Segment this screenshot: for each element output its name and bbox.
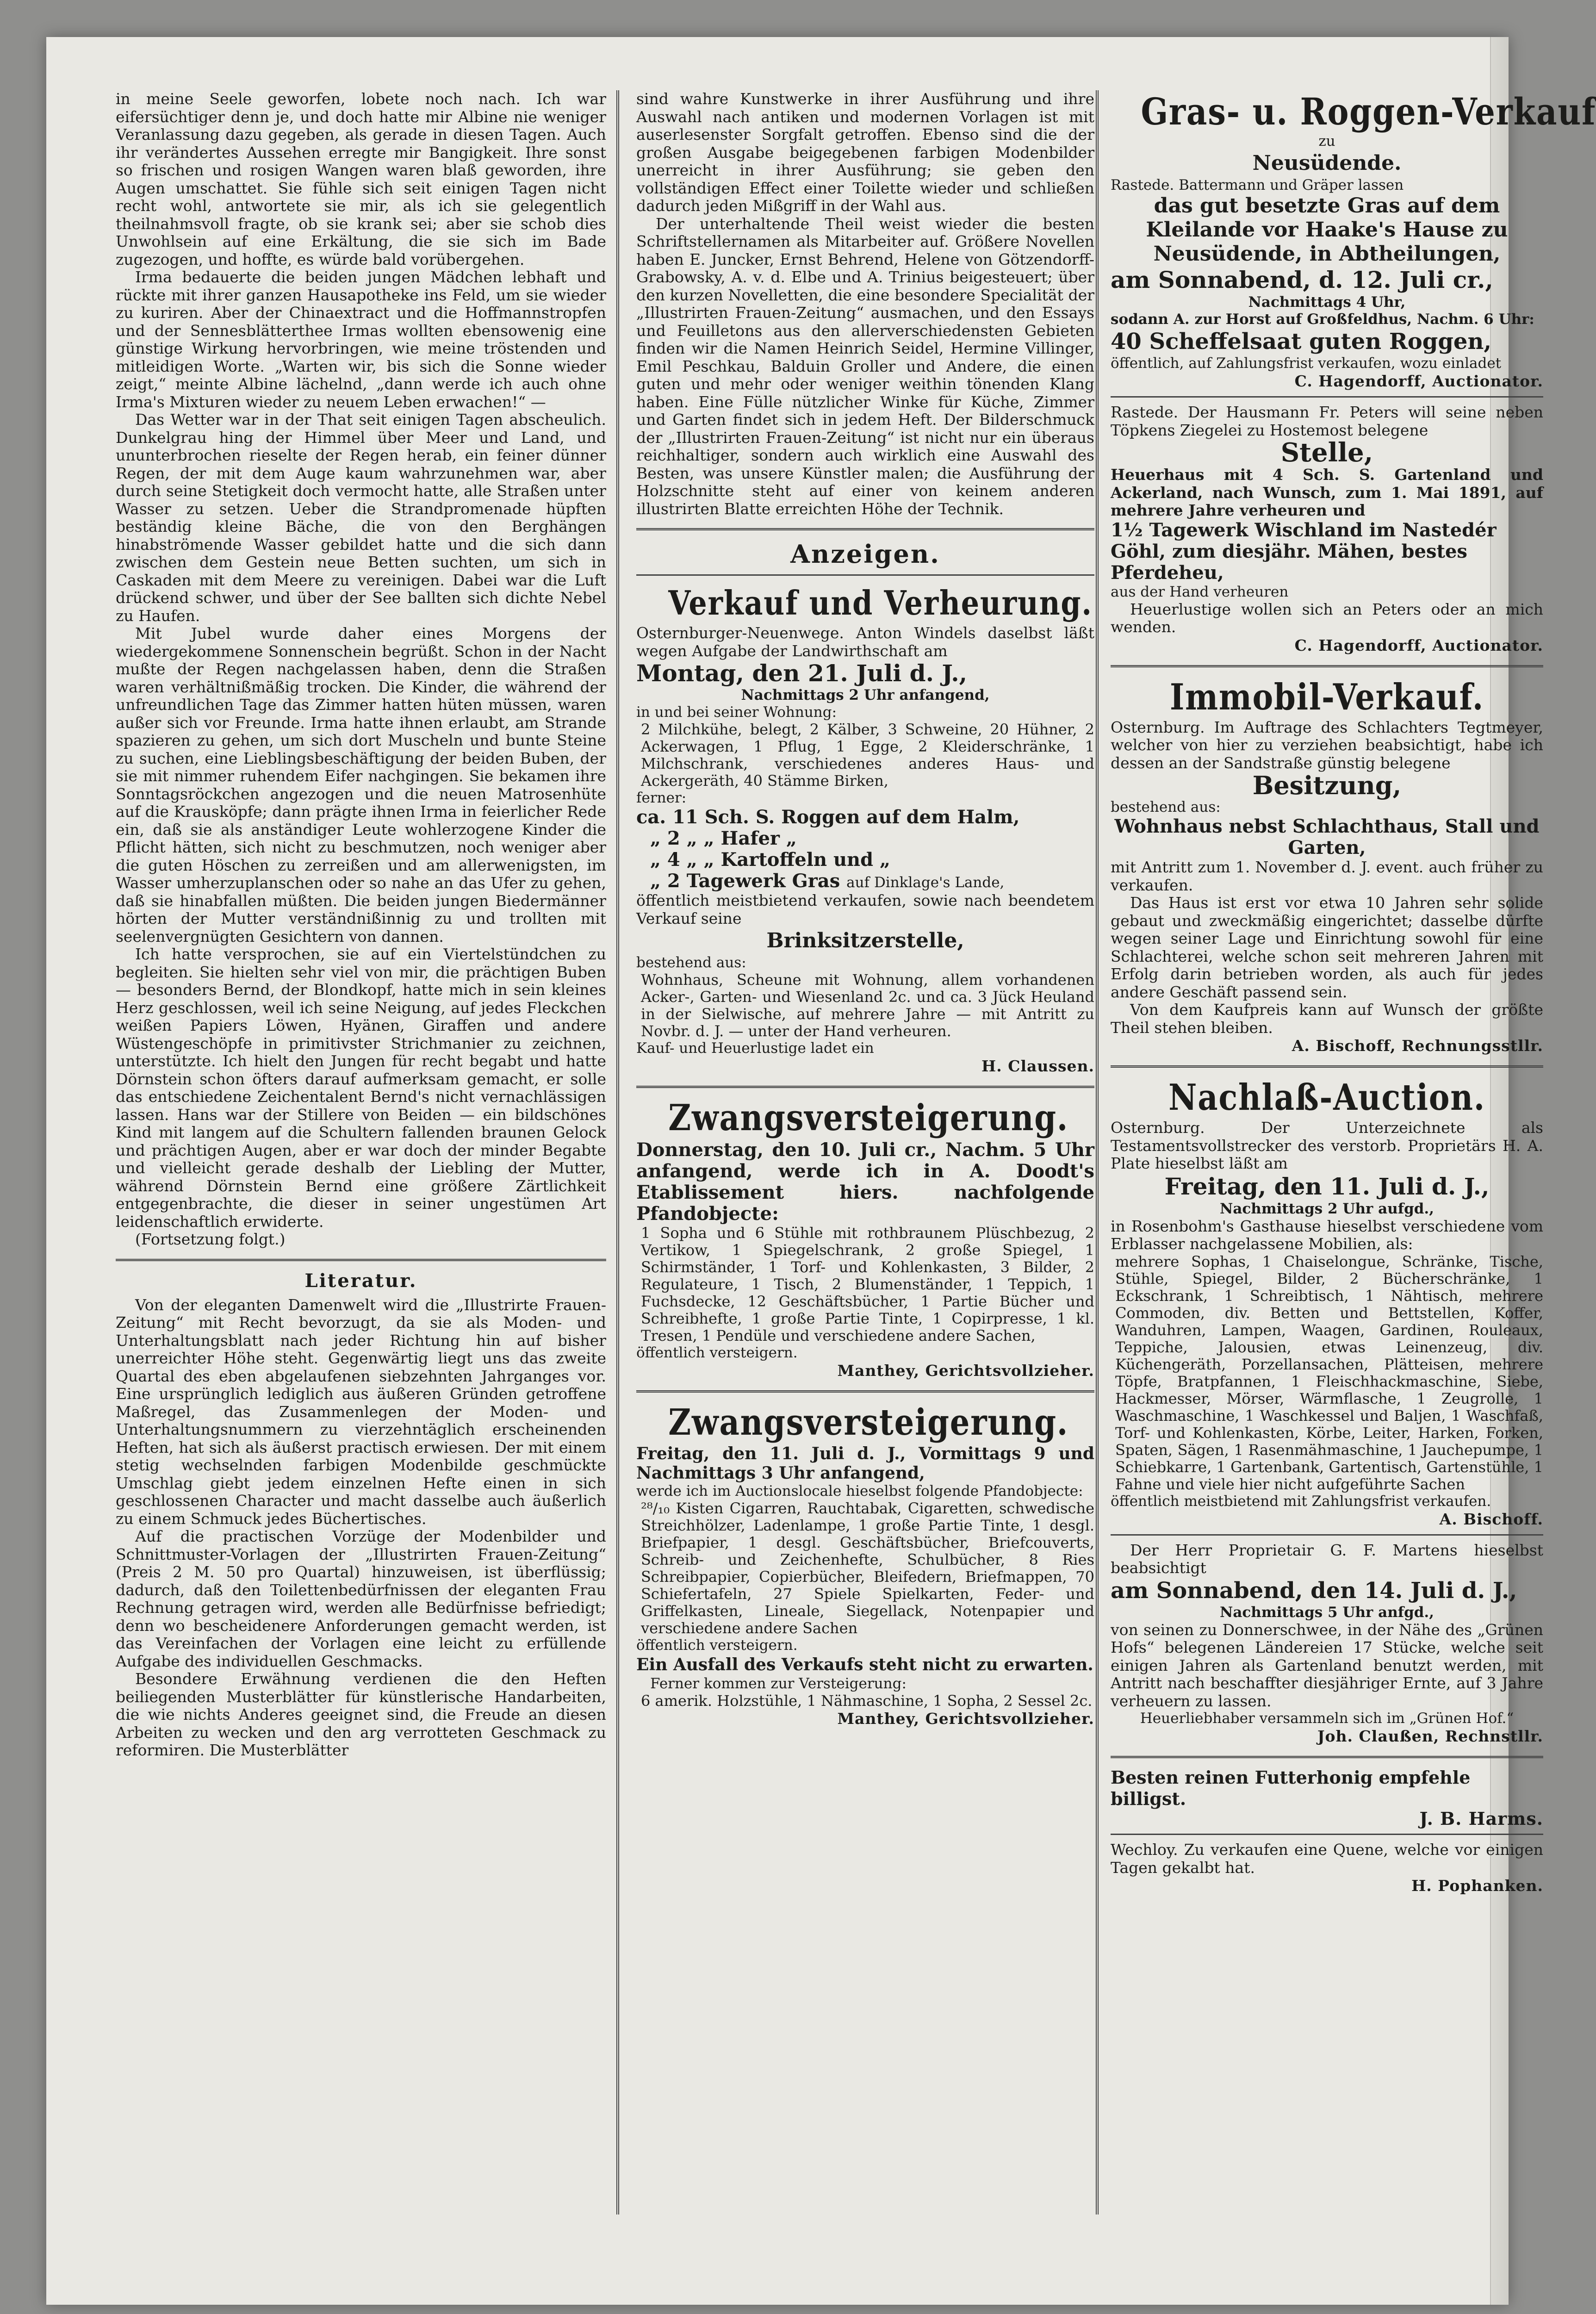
ad-intro: Rastede. Battermann und Gräper lassen — [1111, 177, 1404, 193]
ad-where: in Rosenbohm's Gasthause hieselbst verschiedene vom Erblasser nachgelassene Mobilien, als: — [1111, 1217, 1543, 1253]
ad-signature: C. Hagendorff, Auctionator. — [1294, 372, 1543, 390]
ad-divider — [1111, 665, 1543, 670]
ad-divider — [636, 1086, 1094, 1090]
ad-subtitle: Brinksitzerstelle, — [766, 929, 964, 952]
ad-signature: A. Bischoff. — [1439, 1510, 1543, 1528]
continued-note: (Fortsetzung folgt.) — [135, 1230, 286, 1248]
ad-crop: „ 2 Tagewerk Gras — [650, 870, 840, 892]
ad-signature: Manthey, Gerichtsvollzieher. — [837, 1710, 1094, 1728]
ad-close: öffentlich versteigern. — [636, 1637, 798, 1654]
ad-divider — [1111, 1065, 1543, 1070]
ad-more-items: 6 amerik. Holzstühle, 1 Nähmaschine, 1 Sopha, 2 Sessel 2c. — [641, 1692, 1093, 1710]
ad-signature: H. Claussen. — [981, 1057, 1094, 1075]
ad-title: Gras- u. Roggen-Verkauf — [1141, 90, 1596, 133]
ad-divider — [1111, 1834, 1543, 1835]
ad-details: Heuerhaus mit 4 Sch. S. Gartenland und Ackerland, nach Wunsch, zum 1. Mai 1891, auf mehrere Jahre verheuren und — [1111, 466, 1543, 519]
ad-invite: Kauf- und Heuerlustige ladet ein — [636, 1040, 874, 1057]
ad-title: Nachlaß-Auction. — [1168, 1076, 1485, 1119]
ad-date: Freitag, den 11. Juli d. J., — [1164, 1172, 1490, 1200]
ad-then: sodann A. zur Horst auf Großfeldhus, Nachm. 6 Uhr: — [1111, 311, 1534, 328]
ad-bestehend: bestehend aus: — [636, 954, 746, 971]
ad-wechloy — [1111, 1841, 1543, 1895]
ad-sale: öffentlich meistbietend verkaufen, sowie nach beendetem Verkauf seine — [636, 891, 1094, 927]
ad-bold: 1½ Tagewerk Wischland im Nastedér Göhl, zum diesjähr. Mähen, bestes Pferdeheu, — [1111, 519, 1497, 584]
ad-crop-location: auf Dinklage's Lande, — [846, 874, 1005, 891]
ad-where: in und bei seiner Wohnung: — [636, 704, 837, 721]
ad-bold: das gut besetzte Gras auf dem Kleilande vor Haake's Hause zu Neusüdende, in Abtheilungen, — [1146, 194, 1508, 266]
column-1 — [116, 90, 606, 2256]
ad-title: Zwangsversteigerung. — [668, 1097, 1068, 1139]
ad-hand: aus der Hand verheuren — [1111, 583, 1289, 600]
ad-divider — [1111, 1756, 1543, 1760]
ad-items: 1 Sopha und 6 Stühle mit rothbraunem Plüschbezug, 2 Vertikow, 1 Spiegelschrank, 2 große Spiegel, 1 Schirmständer, 1 Torf- und Kohlenkasten, 3 Bilder, 2 Regulateure, 1 Tisch, 2 Blumenständer, 1 Teppich, 1 Fuchsdecke, 12 Geschäftsbücher, 1 Partie Bücher und Schreibhefte, 1 große Partie Tinte, 1 Copirpresse, 1 kl. Tresen, 1 Pendüle und verschiedene andere Sachen, — [641, 1224, 1094, 1344]
literatur-paragraph: Auf die practischen Vorzüge der Modenbilder und Schnittmuster-Vorlagen der „Illustrirten Frauen-Zeitung“ (Preis 2 M. 50 pro Quartal) hinzuweisen, ist überflüssig; dadurch, daß den Toilettenbedürfnissen der eleganten Frau Rechnung getragen wird, werden alle Bedürfnisse befriedigt; denn wo bescheidenere Anforderungen gemacht werden, ist das Vereinfachen der Vorlagen eine leicht zu erfüllende Aufgabe des individuellen Geschmacks. — [116, 1527, 606, 1670]
ad-intro: Osternburger-Neuenwege. Anton Windels daselbst läßt wegen Aufgabe der Landwirthschaft am — [636, 624, 1094, 660]
section-divider — [636, 528, 1094, 533]
column-divider — [1096, 90, 1099, 2214]
literatur-paragraph: Besondere Erwähnung verdienen die den Heften beiliegenden Musterblätter für künstlerische Handarbeiten, die wie nichts Anderes geeignet sind, die Freude an diesen Arbeiten zu wecken und den arg verrotteten Geschmack zu reformiren. Die Musterblätter — [116, 1670, 606, 1759]
ad-signature: A. Bischoff, Rechnungsstllr. — [1292, 1037, 1543, 1055]
ad-divider — [636, 574, 1094, 576]
ad-title: Immobil-Verkauf. — [1170, 676, 1484, 718]
literatur-paragraph: sind wahre Kunstwerke in ihrer Ausführung und ihre Auswahl nach antiken und modernen Vorlagen ist mit auserlesenster Sorgfalt getroffen. Ebenso sind die der großen Ausgabe beigegebenen farbigen Modenbilder unerreicht in ihrer Ausführung; sie geben den vollständigen Effect einer Toilette wieder und schließen dadurch jeden Mißgriff in der Wahl aus. — [636, 90, 1094, 215]
ad-head: Freitag, den 11. Juli d. J., Vormittags 9 und Nachmittags 3 Uhr anfangend, — [636, 1444, 1094, 1483]
story-paragraph: Ich hatte versprochen, sie auf ein Viertelstündchen zu begleiten. Sie hielten sehr viel von mir, die prächtigen Buben — besonders Bernd, der Blondkopf, hatte mich in sein kleines Herz geschlossen, weil ich seine Neigung, auf jedes Fleckchen weißen Papiers Löwen, Hyänen, Giraffen und andere Wüstengeschöpfe in primitivster Strichmanier zu zeichnen, unterstützte. Ich hielt den Jungen für recht begabt und hatte Dörnstein schon öfters darauf aufmerksam gemacht, er solle das entschiedene Zeichentalent Bernd's nicht vernachlässigen lassen. Hans war der Stillere von Beiden — ein bildschönes Kind mit langem auf die Schultern fallenden braunen Gelock und prächtigen Augen, aber er war doch der minder Begabte und vielleicht gerade deshalb der Liebling der Mutter, während Dörnstein Bernd eine größere Zärtlichkeit entgegenbrachte, die dieser in seiner ungestümen Art leidenschaftlich erwiderte. — [116, 945, 606, 1231]
ad-place: Neusüdende. — [1252, 151, 1402, 175]
ad-ferner: ferner: — [636, 790, 687, 806]
ad-divider — [1111, 396, 1543, 398]
ad-nachlass-auction — [1111, 1076, 1543, 1529]
ad-close: Heuerlustige wollen sich an Peters oder an mich wenden. — [1111, 600, 1543, 636]
ad-zu: zu — [1318, 133, 1335, 149]
ad-signature: H. Pophanken. — [1411, 1877, 1543, 1895]
ad-bold: 40 Scheffelsaat guten Roggen, — [1111, 329, 1492, 355]
ad-items: mehrere Sophas, 1 Chaiselongue, Schränke, Tische, Stühle, Spiegel, Bilder, 2 Bücherschränke, 1 Eckschrank, 1 Schreibtisch, 1 Nähtisch, mehrere Commoden, div. Betten und Bettstellen, Koffer, Wanduhren, Lampen, Waagen, Gardinen, Rouleaux, Teppiche, Jalousien, etwas Leinenzeug, div. Küchengeräth, Porzellansachen, Plätteisen, mehrere Töpfe, Bratpfannen, 1 Fleischhackmaschine, Siebe, Hackmesser, Mörser, Wärmflasche, 1 Zeugrolle, 1 Waschmaschine, 1 Waschkessel und Baljen, 1 Waschfaß, Torf- und Kohlenkasten, Körbe, Leiter, Harken, Forken, Spaten, Sägen, 1 Rasenmähmaschine, 1 Jauchepumpe, 1 Schiebkarre, 1 Gartenbank, Gartentisch, Gartenstühle, 1 Fahne und viele hier nicht aufgeführte Sachen — [1115, 1252, 1543, 1493]
ad-crop: ca. 11 Sch. S. Roggen auf dem Halm, — [636, 806, 1020, 828]
ad-intro: werde ich im Auctionslocale hieselbst folgende Pfandobjecte: — [636, 1483, 1083, 1499]
section-divider — [116, 1259, 606, 1263]
ad-intro: Osternburg. Der Unterzeichnete als Testamentsvollstrecker des verstorb. Proprietärs H. A. Plate hieselbst läßt am — [1111, 1119, 1543, 1172]
ad-divider — [636, 1390, 1094, 1395]
ad-time: Nachmittags 5 Uhr anfgd., — [1219, 1604, 1435, 1621]
newspaper-page — [46, 37, 1596, 2305]
ad-title: Stelle, — [1280, 437, 1373, 468]
ad-text: mit Antritt zum 1. November d. J. event. auch früher zu verkaufen. — [1111, 858, 1543, 894]
ad-text: Wechloy. Zu verkaufen eine Quene, welche vor einigen Tagen gekalbt hat. — [1111, 1841, 1543, 1877]
ad-intro: Osternburg. Im Auftrage des Schlachters Tegtmeyer, welcher von hier zu verziehen beabsichtigt, habe ich dessen an der Sandstraße günstig belegene — [1111, 718, 1543, 772]
ad-crop: „ 2 „ „ Hafer „ — [650, 827, 797, 849]
ad-gras-roggen — [1111, 90, 1596, 391]
ad-time: Nachmittags 2 Uhr anfangend, — [741, 687, 990, 703]
ad-items: 2 Milchkühe, belegt, 2 Kälber, 3 Schweine, 20 Hühner, 2 Ackerwagen, 1 Pflug, 1 Egge, 2 Kleiderschränke, 1 Milchschrank, verschiedenes anderes Haus- und Ackergeräth, 40 Stämme Birken, — [641, 721, 1094, 790]
ad-date: am Sonnabend, den 14. Juli d. J., — [1111, 1577, 1517, 1604]
ad-text: von seinen zu Donnerschwee, in der Nähe des „Grünen Hofs“ belegenen Ländereien 17 Stücke, welche seit einigen Jahren als Gartenland benutzt werden, mit Antritt nach beschaffter diesjähriger Ernte, auf 3 Jahre verheuern zu lassen. — [1111, 1620, 1543, 1710]
ad-divider — [1111, 1534, 1543, 1536]
ad-close: öffentlich, auf Zahlungsfrist verkaufen, wozu einladet — [1111, 355, 1502, 372]
column-3 — [1111, 90, 1596, 2275]
ad-intro: Der Herr Proprietair G. F. Martens hieselbst beabsichtigt — [1111, 1541, 1543, 1577]
column-divider — [616, 90, 619, 2214]
ad-stelle — [1111, 404, 1543, 655]
ad-signature: C. Hagendorff, Auctionator. — [1294, 636, 1543, 654]
ad-time: Nachmittags 2 Uhr aufgd., — [1219, 1200, 1435, 1217]
ad-text: Von dem Kaufpreis kann auf Wunsch der größte Theil stehen bleiben. — [1111, 1001, 1543, 1037]
ad-notice: Ein Ausfall des Verkaufs steht nicht zu erwarten. — [636, 1655, 1093, 1674]
ad-immobil-verkauf — [1111, 676, 1543, 1056]
ad-date: Montag, den 21. Juli d. J., — [636, 659, 968, 687]
story-paragraph: Mit Jubel wurde daher eines Morgens der wiedergekommene Sonnenschein begrüßt. Schon in der Nacht mußte der Regen nachgelassen haben, denn die Straßen waren verhältnißmäßig trocken. Die Kinder, die während der unfreundlichen Tage das Zimmer hatten hüten müssen, waren außer sich vor Freunde. Irma hatte ihnen erlaubt, am Strande spazieren zu gehen, um sich dort Muscheln und bunte Steine zu suchen, eine Lieblingsbeschäftigung der beiden Buben, der sie mit nimmer ruhendem Eifer nachgingen. Sie bekamen ihre Sonntagsröckchen angezogen und die neuen Matrosenhüte auf die Krausköpfe; dann prägte ihnen Irma in feierlicher Rede ein, daß sie als anständiger Leute wohlerzogene Kinder die Pflicht hätten, sich nicht zu beschmutzen, noch weniger aber die guten Höschen zu zerreißen und am allerwenigsten, im Wasser umherzuplanschen oder so nahe an das Ufer zu gehen, daß sie hinabfallen müßten. Die beiden jungen Biedermänner hörten der Mutter verständnißinnig zu und trollten mit seelenvergnügten Gesichtern von dannen. — [116, 624, 606, 946]
column-2 — [636, 90, 1094, 2256]
ad-subtitle: Besitzung, — [1252, 771, 1402, 800]
ad-close: öffentlich meistbietend mit Zahlungsfrist verkaufen. — [1111, 1493, 1491, 1510]
ad-verkauf-verheurung — [636, 582, 1094, 1076]
ad-text: Besten reinen Futterhonig empfehle billigst. — [1111, 1767, 1471, 1809]
ad-zwangsversteigerung-1 — [636, 1097, 1094, 1380]
ad-title: Zwangsversteigerung. — [668, 1401, 1068, 1443]
ad-signature: Manthey, Gerichtsvollzieher. — [837, 1362, 1094, 1380]
ad-text: Das Haus ist erst vor etwa 10 Jahren sehr solide gebaut und zweckmäßig eingerichtet; dasselbe dürfte wegen seiner Lage und Einrichtung sowohl für eine Schlachterei, welche schon seit mehreren Jahren mit Erfolg darin betrieben worden, als auch für jedes andere Geschäft passend sein. — [1111, 894, 1543, 1001]
literatur-paragraph: Von der eleganten Damenwelt wird die „Illustrirte Frauen-Zeitung“ mit Recht bevorzugt, da sie als Moden- und Unterhaltungsblatt nach jeder Richtung hin auf bisher unerreichter Höhe steht. Gegenwärtig liegt uns das zweite Quartal des eben abgelaufenen siebzehnten Jahrganges vor. Eine ursprünglich lediglich aus äußeren Gründen getroffene Maßregel, das Zusammenlegen der Moden- und Unterhaltungsnummern zu vierzehntäglich erscheinenden Heften, hat sich als äußerst practisch erwiesen. Der mit einem stetig wechselnden farbigen Modenbilde geschmückte Umschlag giebt jedem einzelnen Hefte einen in sich geschlossenen Character und macht dasselbe auch äußerlich zu einem Schmuck jedes Büchertisches. — [116, 1295, 606, 1528]
ad-time: Nachmittags 4 Uhr, — [1248, 294, 1406, 311]
story-paragraph: Irma bedauerte die beiden jungen Mädchen lebhaft und rückte mit ihrer ganzen Hausapotheke ins Feld, um sie wieder zu kuriren. Aber der Chinaextract und die Hoffmannstropfen und der Sennesblätterthee Irmas wollten ebensowenig eine günstige Wirkung hervorbringen, wie meine tröstenden und mitleidigen Worte. „Warten wir, bis sich die Sonne wieder zeigt,“ meinte Albine lächelnd, „dann werde ich auch ohne Irma's Mixturen wieder zu neuem Leben erwachen!“ — — [116, 268, 606, 411]
story-paragraph: in meine Seele geworfen, lobete noch nach. Ich war eifersüchtiger denn je, und doch hatte mir Albine nie weniger Veranlassung dazu gegeben, als gerade in diesen Tagen. Auch ihr verändertes Aussehen erregte mir Bangigkeit. Ihre sonst so frischen und rosigen Wangen waren blaß geworden, ihre Augen umschattet. Sie fühle sich seit einigen Tagen nicht recht wohl, antwortete sie mir, als ich sie gelegentlich theilnahmsvoll fragte, ob sie krank sei; aber sie schob dies Unwohlsein auf eine Erkältung, die sie sich im Bade zugezogen, und hoffte, es würde bald vorübergehen. — [116, 90, 606, 268]
story-paragraph: Das Wetter war in der That seit einigen Tagen abscheulich. Dunkelgrau hing der Himmel über Meer und Land, und ununterbrochen rieselte der Regen herab, ein feiner dünner Regen, der mit dem Auge kaum wahrzunehmen war, aber durch seine Stetigkeit doch vermocht hatte, alle Straßen unter Wasser zu setzen. Ueber die Strandpromenade hüpften beständig kleine Bäche, die von den Berghängen hinabströmende Wasser gebildet hatte und die sich dann zwischen dem Gestein neue Betten suchten, um sich in Caskaden mit dem Meere zu vereinigen. Dabei war die Luft drückend schwer, und über der See ballten sich dichte Nebel zu Haufen. — [116, 411, 606, 625]
ad-more: Ferner kommen zur Versteigerung: — [650, 1675, 907, 1692]
ad-crop: „ 4 „ „ Kartoffeln und „ — [650, 849, 891, 871]
ad-intro: Rastede. Der Hausmann Fr. Peters will seine neben Töpkens Ziegelei zu Hostemost belegene — [1111, 403, 1543, 439]
ad-bold: Wohnhaus nebst Schlachthaus, Stall und Garten, — [1114, 815, 1540, 858]
ad-bestehend: bestehend aus: — [1111, 799, 1221, 815]
ad-items: ²⁸/₁₀ Kisten Cigarren, Rauchtabak, Cigaretten, schwedische Streichhölzer, Ladenlampe, 1 große Partie Tinte, 1 desgl. Briefpapier, 1 desgl. Geschäftsbücher, Briefcouverts, Schreib- und Zeichenhefte, Schulbücher, 8 Ries Schreibpapier, Copierbücher, Bleifedern, Briefmappen, 70 Schiefertafeln, 27 Spiele Spielkarten, Feder- und Griffelkasten, Lineale, Siegellack, Notenpapier und verschiedene andere Sachen — [641, 1499, 1094, 1637]
ad-zwangsversteigerung-2 — [636, 1401, 1094, 1728]
anzeigen-heading: Anzeigen. — [790, 539, 940, 569]
ad-martens — [1111, 1542, 1543, 1746]
ad-signature: J. B. Harms. — [1419, 1808, 1543, 1829]
ad-date: am Sonnabend, d. 12. Juli cr., — [1111, 266, 1493, 293]
literatur-heading: Literatur. — [304, 1269, 417, 1292]
ad-close: öffentlich versteigern. — [636, 1344, 798, 1361]
ad-title: Verkauf und Verheurung. — [668, 583, 1093, 622]
ad-signature: Joh. Claußen, Rechnstllr. — [1317, 1727, 1543, 1745]
ad-head: Donnerstag, den 10. Juli cr., Nachm. 5 Uhr anfangend, werde ich in A. Doodt's Etablissement hiers. nachfolgende Pfandobjecte: — [636, 1139, 1094, 1225]
ad-details: Wohnhaus, Scheune mit Wohnung, allem vorhandenen Acker-, Garten- und Wiesenland 2c. und ca. 3 Jück Heuland in der Sielwische, auf mehrere Jahre — mit Antritt zu Novbr. d. J. — unter der Hand verheuren. — [641, 971, 1094, 1040]
literatur-paragraph: Der unterhaltende Theil weist wieder die besten Schriftstellernamen als Mitarbeiter auf. Größere Novellen haben E. Juncker, Ernst Behrend, Helene von Götzendorff-Grabowsky, A. v. d. Elbe und A. Trinius beigesteuert; über den kurzen Novelletten, die eine besondere Specialität der „Illustrirten Frauen-Zeitung“ ausmachen, und den Essays und Feuilletons aus den allerverschiedensten Gebieten finden wir die Namen Heinrich Seidel, Hermine Villinger, Emil Peschkau, Balduin Groller und Andere, die einen guten und mehr oder weniger weithin tönenden Klang haben. Eine Fülle nützlicher Winke für Küche, Zimmer und Garten findet sich in jedem Heft. Der Bilderschmuck der „Illustrirten Frauen-Zeitung“ ist nicht nur ein überaus reichhaltiger, sondern auch wirklich eine Auswahl des Besten, was unsere Künstler malen; die Ausführung der Holzschnitte steht auf einer von keinem anderen illustrirten Blatte erreichten Höhe der Technik. — [636, 214, 1094, 518]
ad-close: Heuerliebhaber versammeln sich im „Grünen Hof.“ — [1140, 1710, 1514, 1727]
ad-futterhonig — [1111, 1767, 1543, 1828]
